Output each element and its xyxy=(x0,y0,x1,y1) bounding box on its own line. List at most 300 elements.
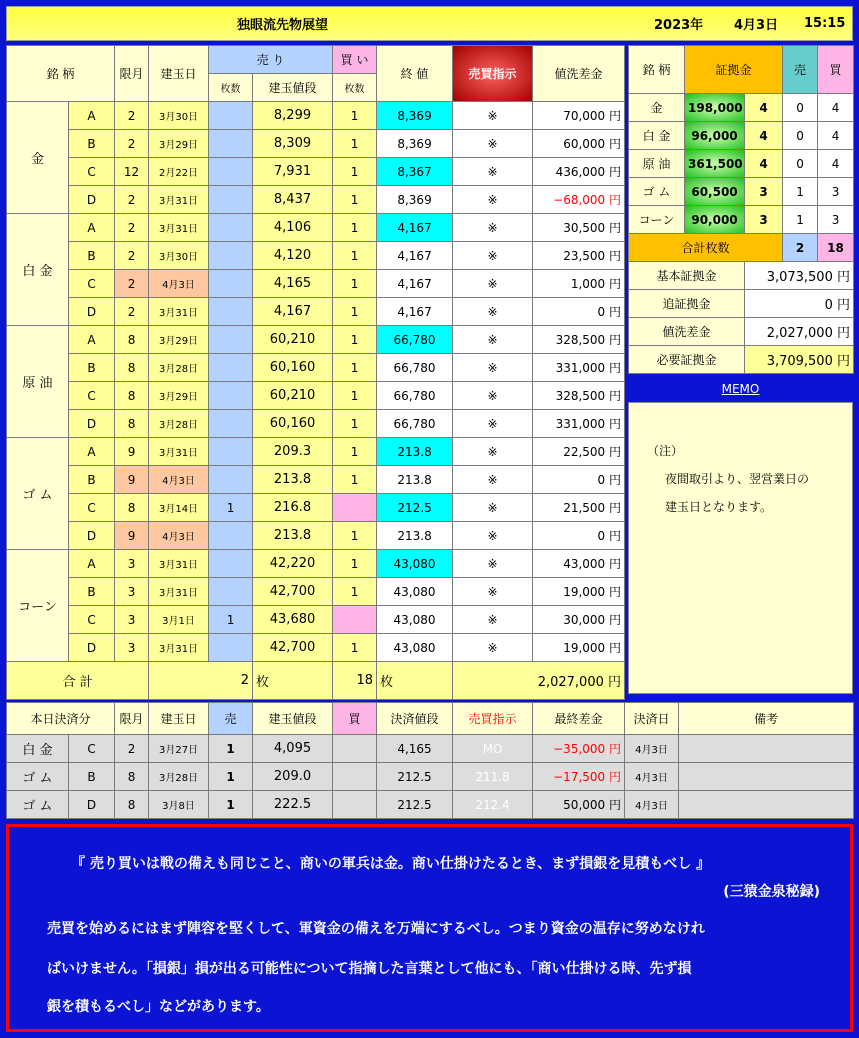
signal-mark: ※ xyxy=(453,522,533,550)
memo-panel xyxy=(628,402,853,694)
margin-count: 4 xyxy=(745,122,783,150)
settle-sell: 1 xyxy=(209,791,253,819)
contract-month: 2 xyxy=(115,186,149,214)
margin-count: 4 xyxy=(745,94,783,122)
sell-count xyxy=(209,438,253,466)
entry-date: 4月3日 xyxy=(149,522,209,550)
settle-col-gengetsu: 限月 xyxy=(115,703,149,735)
margin-row xyxy=(629,94,854,122)
table-row xyxy=(7,438,625,466)
quote-line: 『 売り買いは戦の備えも同じこと、商いの軍兵は金。商い仕掛けたるとき、まず損銀を見積もべし 』 xyxy=(71,856,711,872)
positions-table xyxy=(6,45,625,700)
entry-price: 43,680 xyxy=(253,606,333,634)
margin-total-sell: 2 xyxy=(783,234,818,262)
total-buy: 18 xyxy=(333,662,377,700)
price-diff: 30,000 円 xyxy=(533,606,625,634)
signal-mark: ※ xyxy=(453,214,533,242)
contract-month: 3 xyxy=(115,578,149,606)
margin-table xyxy=(628,45,854,374)
total-label: 合 計 xyxy=(7,662,149,700)
close-price: 66,780 xyxy=(377,354,453,382)
entry-price: 216.8 xyxy=(253,494,333,522)
margin-name: 白 金 xyxy=(629,122,685,150)
signal-mark: ※ xyxy=(453,438,533,466)
close-price: 43,080 xyxy=(377,634,453,662)
signal-mark: ※ xyxy=(453,410,533,438)
contract-key: D xyxy=(69,634,115,662)
settle-sell: 1 xyxy=(209,735,253,763)
summary-value: 3,073,500 円 xyxy=(745,262,854,290)
quote-source: (三猿金泉秘録) xyxy=(723,884,820,900)
entry-price: 7,931 xyxy=(253,158,333,186)
sell-count xyxy=(209,214,253,242)
contract-month: 3 xyxy=(115,550,149,578)
group-name: 白 金 xyxy=(7,214,69,326)
buy-count: 1 xyxy=(333,550,377,578)
buy-count: 1 xyxy=(333,354,377,382)
col-tategyoku-nedan: 建玉値段 xyxy=(253,74,333,102)
entry-price: 60,160 xyxy=(253,410,333,438)
table-row xyxy=(7,214,625,242)
contract-key: A xyxy=(69,438,115,466)
buy-count: 1 xyxy=(333,102,377,130)
buy-count: 1 xyxy=(333,130,377,158)
buy-count: 1 xyxy=(333,214,377,242)
contract-key: A xyxy=(69,102,115,130)
contract-key: C xyxy=(69,382,115,410)
entry-date: 3月14日 xyxy=(149,494,209,522)
summary-row xyxy=(629,346,854,374)
contract-month: 9 xyxy=(115,522,149,550)
margin-sell: 0 xyxy=(783,150,818,178)
price-diff: 328,500 円 xyxy=(533,326,625,354)
close-price: 213.8 xyxy=(377,522,453,550)
entry-price: 60,160 xyxy=(253,354,333,382)
buy-count: 1 xyxy=(333,242,377,270)
price-diff: 30,500 円 xyxy=(533,214,625,242)
table-row xyxy=(7,382,625,410)
price-diff: 436,000 円 xyxy=(533,158,625,186)
margin-col-uri: 売 xyxy=(783,46,818,94)
table-row xyxy=(7,242,625,270)
group-name: ゴ ム xyxy=(7,438,69,550)
settle-key: C xyxy=(69,735,115,763)
table-row xyxy=(7,466,625,494)
entry-date: 3月31日 xyxy=(149,550,209,578)
margin-count: 3 xyxy=(745,206,783,234)
table-row xyxy=(7,326,625,354)
margin-sell: 0 xyxy=(783,122,818,150)
sell-count xyxy=(209,634,253,662)
price-diff: 19,000 円 xyxy=(533,634,625,662)
entry-date: 3月31日 xyxy=(149,578,209,606)
contract-key: B xyxy=(69,578,115,606)
entry-price: 4,165 xyxy=(253,270,333,298)
close-price: 8,367 xyxy=(377,158,453,186)
margin-buy: 4 xyxy=(818,150,854,178)
margin-buy: 4 xyxy=(818,94,854,122)
entry-date: 3月31日 xyxy=(149,214,209,242)
signal-mark: ※ xyxy=(453,158,533,186)
total-sell: 2 xyxy=(149,662,253,700)
margin-count: 3 xyxy=(745,178,783,206)
close-price: 213.8 xyxy=(377,466,453,494)
settle-note xyxy=(679,763,854,791)
col-buy-count: 枚数 xyxy=(333,74,377,102)
price-diff: 331,000 円 xyxy=(533,410,625,438)
sell-count xyxy=(209,102,253,130)
price-diff: −68,000 円 xyxy=(533,186,625,214)
memo-line-3: 建玉日となります。 xyxy=(665,500,773,514)
entry-date: 3月31日 xyxy=(149,634,209,662)
close-price: 4,167 xyxy=(377,270,453,298)
margin-name: コーン xyxy=(629,206,685,234)
buy-count: 1 xyxy=(333,270,377,298)
margin-row xyxy=(629,150,854,178)
settle-col-tategyokubi: 建玉日 xyxy=(149,703,209,735)
settle-signal: 211.8 xyxy=(453,763,533,791)
contract-month: 2 xyxy=(115,102,149,130)
col-nearai: 値洗差金 xyxy=(533,46,625,102)
settle-entry-date: 3月28日 xyxy=(149,763,209,791)
settle-date: 4月3日 xyxy=(625,791,679,819)
margin-total-label: 合計枚数 xyxy=(629,234,783,262)
buy-count: 1 xyxy=(333,634,377,662)
price-diff: 23,500 円 xyxy=(533,242,625,270)
settle-row xyxy=(7,735,854,763)
close-price: 212.5 xyxy=(377,494,453,522)
close-price: 43,080 xyxy=(377,606,453,634)
title-bar xyxy=(6,6,853,41)
margin-total-buy: 18 xyxy=(818,234,854,262)
close-price: 66,780 xyxy=(377,382,453,410)
settle-signal: MO xyxy=(453,735,533,763)
close-price: 4,167 xyxy=(377,298,453,326)
price-diff: 43,000 円 xyxy=(533,550,625,578)
margin-buy: 3 xyxy=(818,206,854,234)
contract-month: 3 xyxy=(115,606,149,634)
contract-month: 2 xyxy=(115,242,149,270)
contract-month: 9 xyxy=(115,466,149,494)
signal-mark: ※ xyxy=(453,130,533,158)
sell-count xyxy=(209,410,253,438)
margin-row xyxy=(629,178,854,206)
col-owarine: 終 値 xyxy=(377,46,453,102)
settle-date: 4月3日 xyxy=(625,763,679,791)
quote-body-3: 銀を積もるべし」などがあります。 xyxy=(47,999,270,1015)
entry-date: 3月28日 xyxy=(149,410,209,438)
price-diff: 1,000 円 xyxy=(533,270,625,298)
settle-sell: 1 xyxy=(209,763,253,791)
sell-count xyxy=(209,186,253,214)
entry-date: 2月22日 xyxy=(149,158,209,186)
price-diff: 22,500 円 xyxy=(533,438,625,466)
quote-body-2: ばいけません。「損銀」損が出る可能性について指摘した言葉として他にも、「商い仕掛ける時、先ず損 xyxy=(47,961,692,977)
price-diff: 60,000 円 xyxy=(533,130,625,158)
contract-month: 8 xyxy=(115,354,149,382)
settle-key: B xyxy=(69,763,115,791)
signal-mark: ※ xyxy=(453,242,533,270)
page-title: 独眼流先物展望 xyxy=(237,18,329,33)
price-diff: 0 円 xyxy=(533,522,625,550)
entry-date: 3月31日 xyxy=(149,186,209,214)
table-row xyxy=(7,186,625,214)
table-row xyxy=(7,102,625,130)
buy-count: 1 xyxy=(333,410,377,438)
sell-count xyxy=(209,270,253,298)
settle-col-bunrui: 本日決済分 xyxy=(7,703,115,735)
contract-key: A xyxy=(69,214,115,242)
buy-count: 1 xyxy=(333,578,377,606)
summary-value: 2,027,000 円 xyxy=(745,318,854,346)
table-row xyxy=(7,270,625,298)
memo-link[interactable]: MEMO xyxy=(628,378,853,400)
total-diff: 2,027,000 円 xyxy=(453,662,625,700)
margin-name: ゴ ム xyxy=(629,178,685,206)
settle-name: ゴ ム xyxy=(7,791,69,819)
table-row xyxy=(7,578,625,606)
sell-count xyxy=(209,242,253,270)
group-name: 原 油 xyxy=(7,326,69,438)
settle-col-biko: 備考 xyxy=(679,703,854,735)
close-price: 8,369 xyxy=(377,186,453,214)
table-row xyxy=(7,494,625,522)
header-year: 2023年 xyxy=(654,18,704,33)
signal-mark: ※ xyxy=(453,186,533,214)
col-gengetsu: 限月 xyxy=(115,46,149,102)
entry-date: 4月3日 xyxy=(149,270,209,298)
summary-row xyxy=(629,318,854,346)
sell-count xyxy=(209,130,253,158)
signal-mark: ※ xyxy=(453,550,533,578)
settle-month: 2 xyxy=(115,735,149,763)
col-sell-count: 枚数 xyxy=(209,74,253,102)
contract-month: 8 xyxy=(115,494,149,522)
contract-month: 8 xyxy=(115,382,149,410)
settle-entry-date: 3月8日 xyxy=(149,791,209,819)
total-buy-unit: 枚 xyxy=(377,662,453,700)
table-row xyxy=(7,410,625,438)
contract-key: A xyxy=(69,326,115,354)
table-row xyxy=(7,634,625,662)
settle-col-kai: 買 xyxy=(333,703,377,735)
table-row xyxy=(7,354,625,382)
contract-month: 2 xyxy=(115,214,149,242)
buy-count: 1 xyxy=(333,298,377,326)
contract-month: 2 xyxy=(115,130,149,158)
contract-key: D xyxy=(69,298,115,326)
entry-date: 3月29日 xyxy=(149,382,209,410)
signal-mark: ※ xyxy=(453,578,533,606)
contract-key: D xyxy=(69,410,115,438)
col-uri: 売 り xyxy=(209,46,333,74)
entry-price: 4,120 xyxy=(253,242,333,270)
price-diff: 0 円 xyxy=(533,298,625,326)
margin-buy: 4 xyxy=(818,122,854,150)
entry-price: 42,700 xyxy=(253,578,333,606)
entry-price: 8,309 xyxy=(253,130,333,158)
signal-mark: ※ xyxy=(453,634,533,662)
close-price: 66,780 xyxy=(377,410,453,438)
summary-label: 基本証拠金 xyxy=(629,262,745,290)
margin-amount: 90,000 xyxy=(685,206,745,234)
summary-value: 0 円 xyxy=(745,290,854,318)
entry-price: 60,210 xyxy=(253,326,333,354)
close-price: 8,369 xyxy=(377,102,453,130)
entry-price: 4,167 xyxy=(253,298,333,326)
price-diff: 21,500 円 xyxy=(533,494,625,522)
header-time: 15:15 xyxy=(804,16,846,31)
col-meigara: 銘 柄 xyxy=(7,46,115,102)
price-diff: 19,000 円 xyxy=(533,578,625,606)
summary-label: 値洗差金 xyxy=(629,318,745,346)
settle-diff: −17,500 円 xyxy=(533,763,625,791)
buy-count: 1 xyxy=(333,326,377,354)
margin-count: 4 xyxy=(745,150,783,178)
settle-price: 212.5 xyxy=(377,791,453,819)
settle-price: 4,165 xyxy=(377,735,453,763)
sell-count xyxy=(209,382,253,410)
settle-date: 4月3日 xyxy=(625,735,679,763)
margin-buy: 3 xyxy=(818,178,854,206)
entry-price: 209.3 xyxy=(253,438,333,466)
signal-mark: ※ xyxy=(453,270,533,298)
table-row xyxy=(7,298,625,326)
col-signal: 売買指示 xyxy=(453,46,533,102)
entry-price: 4,106 xyxy=(253,214,333,242)
signal-mark: ※ xyxy=(453,298,533,326)
entry-price: 213.8 xyxy=(253,466,333,494)
settle-entry-price: 209.0 xyxy=(253,763,333,791)
settle-signal: 212.4 xyxy=(453,791,533,819)
settle-col-kessai: 決済値段 xyxy=(377,703,453,735)
price-diff: 70,000 円 xyxy=(533,102,625,130)
table-row xyxy=(7,606,625,634)
contract-month: 2 xyxy=(115,298,149,326)
entry-date: 3月1日 xyxy=(149,606,209,634)
close-price: 213.8 xyxy=(377,438,453,466)
signal-mark: ※ xyxy=(453,606,533,634)
sell-count xyxy=(209,578,253,606)
contract-month: 12 xyxy=(115,158,149,186)
contract-month: 8 xyxy=(115,326,149,354)
settle-buy xyxy=(333,735,377,763)
contract-key: B xyxy=(69,466,115,494)
contract-key: B xyxy=(69,130,115,158)
signal-mark: ※ xyxy=(453,102,533,130)
contract-month: 8 xyxy=(115,410,149,438)
margin-row xyxy=(629,206,854,234)
settle-col-signal: 売買指示 xyxy=(453,703,533,735)
margin-amount: 96,000 xyxy=(685,122,745,150)
settle-col-uri: 売 xyxy=(209,703,253,735)
table-row xyxy=(7,158,625,186)
settle-entry-price: 222.5 xyxy=(253,791,333,819)
margin-sell: 1 xyxy=(783,206,818,234)
sell-count xyxy=(209,326,253,354)
header-date: 4月3日 xyxy=(734,18,779,33)
settle-month: 8 xyxy=(115,791,149,819)
settle-col-saishu: 最終差金 xyxy=(533,703,625,735)
total-sell-unit: 枚 xyxy=(253,662,333,700)
sell-count xyxy=(209,158,253,186)
contract-key: B xyxy=(69,242,115,270)
settle-diff: 50,000 円 xyxy=(533,791,625,819)
contract-key: C xyxy=(69,606,115,634)
entry-price: 8,437 xyxy=(253,186,333,214)
settle-name: 白 金 xyxy=(7,735,69,763)
entry-price: 213.8 xyxy=(253,522,333,550)
contract-month: 2 xyxy=(115,270,149,298)
entry-date: 3月28日 xyxy=(149,354,209,382)
group-name: コーン xyxy=(7,550,69,662)
close-price: 8,369 xyxy=(377,130,453,158)
table-row xyxy=(7,522,625,550)
settle-col-kessaibi: 決済日 xyxy=(625,703,679,735)
close-price: 43,080 xyxy=(377,578,453,606)
signal-mark: ※ xyxy=(453,382,533,410)
settle-price: 212.5 xyxy=(377,763,453,791)
sell-count xyxy=(209,522,253,550)
margin-col-shokokin: 証拠金 xyxy=(685,46,783,94)
settle-entry-date: 3月27日 xyxy=(149,735,209,763)
buy-count xyxy=(333,606,377,634)
buy-count: 1 xyxy=(333,466,377,494)
settle-buy xyxy=(333,763,377,791)
buy-count: 1 xyxy=(333,382,377,410)
contract-key: A xyxy=(69,550,115,578)
table-row xyxy=(7,550,625,578)
settle-entry-price: 4,095 xyxy=(253,735,333,763)
entry-date: 3月31日 xyxy=(149,438,209,466)
group-name: 金 xyxy=(7,102,69,214)
memo-line-1: （注） xyxy=(647,444,684,458)
col-kai: 買 い xyxy=(333,46,377,74)
price-diff: 328,500 円 xyxy=(533,382,625,410)
entry-price: 42,220 xyxy=(253,550,333,578)
signal-mark: ※ xyxy=(453,354,533,382)
close-price: 4,167 xyxy=(377,242,453,270)
summary-label: 必要証拠金 xyxy=(629,346,745,374)
settle-note xyxy=(679,735,854,763)
price-diff: 331,000 円 xyxy=(533,354,625,382)
quote-body-1: 売買を始めるにはまず陣容を堅くして、軍資金の備えを万端にするべし。つまり資金の温存に努めなけれ xyxy=(47,921,705,937)
signal-mark: ※ xyxy=(453,466,533,494)
entry-price: 8,299 xyxy=(253,102,333,130)
entry-date: 3月30日 xyxy=(149,242,209,270)
margin-amount: 60,500 xyxy=(685,178,745,206)
contract-key: D xyxy=(69,186,115,214)
col-tategyokubi: 建玉日 xyxy=(149,46,209,102)
summary-row xyxy=(629,262,854,290)
margin-amount: 361,500 xyxy=(685,150,745,178)
entry-date: 3月29日 xyxy=(149,130,209,158)
sell-count xyxy=(209,466,253,494)
settled-table xyxy=(6,702,854,819)
price-diff: 0 円 xyxy=(533,466,625,494)
margin-sell: 0 xyxy=(783,94,818,122)
contract-key: D xyxy=(69,522,115,550)
settle-row xyxy=(7,791,854,819)
entry-price: 42,700 xyxy=(253,634,333,662)
table-row xyxy=(7,130,625,158)
entry-date: 4月3日 xyxy=(149,466,209,494)
margin-name: 金 xyxy=(629,94,685,122)
settle-key: D xyxy=(69,791,115,819)
settle-name: ゴ ム xyxy=(7,763,69,791)
sell-count xyxy=(209,550,253,578)
settle-col-nedan: 建玉値段 xyxy=(253,703,333,735)
